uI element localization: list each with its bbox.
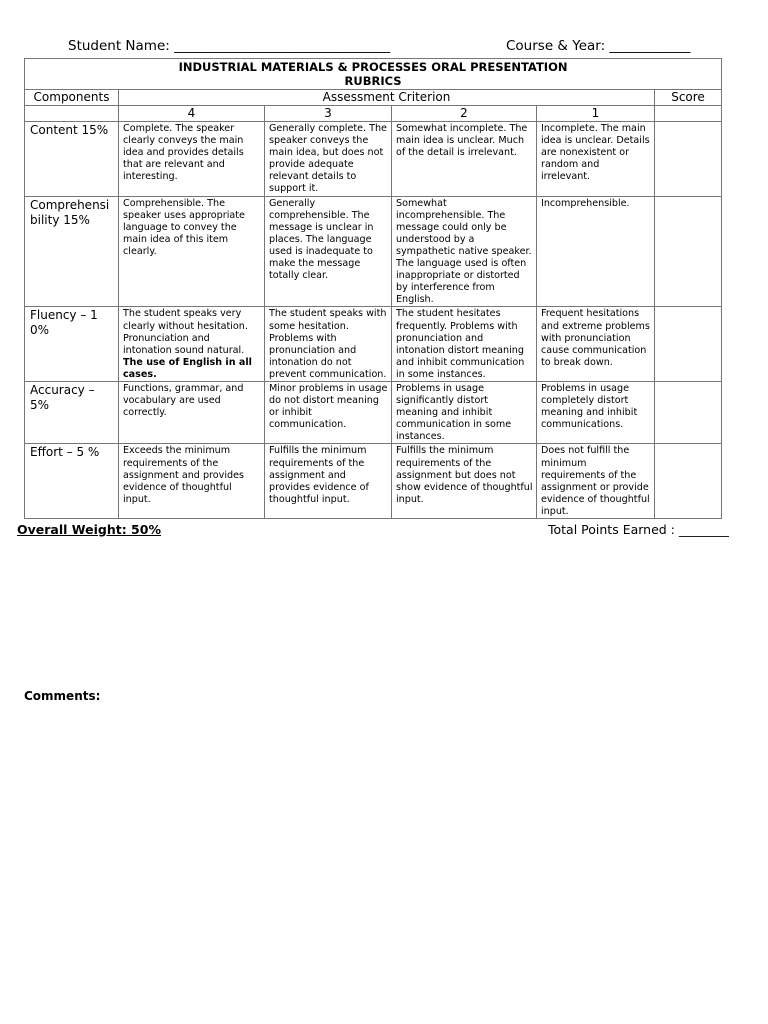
criterion-cell-3: Generally complete. The speaker conveys the main idea, but does not provide adequate relevant details to support it. — [265, 122, 392, 197]
rubric-title-row — [25, 59, 722, 90]
levels-score-blank-cell — [655, 106, 722, 122]
table-row — [25, 196, 722, 307]
component-cell: Fluency – 10% — [25, 307, 119, 382]
table-row — [25, 444, 722, 519]
component-cell: Accuracy – 5% — [25, 381, 119, 443]
criterion-cell-2: The student hesitates frequently. Problems with pronunciation and intonation distort meaning and inhibit communication in some instances. — [392, 307, 537, 382]
course-year-field[interactable]: Course & Year: ____________ — [506, 38, 691, 54]
criterion-cell-4: Exceeds the minimum requirements of the assignment and provides evidence of thoughtful input. — [119, 444, 265, 519]
levels-row — [25, 106, 722, 122]
score-cell[interactable] — [655, 122, 722, 197]
criterion-cell-4: Complete. The speaker clearly conveys the main idea and provides details that are relevant and interesting. — [119, 122, 265, 197]
score-header: Score — [655, 90, 722, 106]
components-header: Components — [25, 90, 119, 106]
level-2-header: 2 — [392, 106, 537, 122]
criterion-cell-1: Incomplete. The main idea is unclear. Details are nonexistent or random and irrelevant. — [537, 122, 655, 197]
table-row — [25, 381, 722, 443]
component-cell: Effort – 5 % — [25, 444, 119, 519]
table-row — [25, 122, 722, 197]
total-points-field[interactable]: Total Points Earned : ________ — [548, 522, 729, 537]
criterion-cell-2: Fulfills the minimum requirements of the assignment but does not show evidence of thoughtful input. — [392, 444, 537, 519]
criterion-cell-3: Generally comprehensible. The message is unclear in places. The language used is inadequate to make the message totally clear. — [265, 196, 392, 307]
criterion-cell-1: Does not fulfill the minimum requirements of the assignment or provide evidence of thoughtful input. — [537, 444, 655, 519]
overall-weight: Overall Weight: 50% — [17, 522, 161, 537]
criterion-cell-4: Comprehensible. The speaker uses appropriate language to convey the main idea of this item clearly. — [119, 196, 265, 307]
criterion-cell-2: Somewhat incomplete. The main idea is unclear. Much of the detail is irrelevant. — [392, 122, 537, 197]
rubric-title: INDUSTRIAL MATERIALS & PROCESSES ORAL PRESENTATION RUBRICS — [25, 59, 722, 90]
levels-blank-cell — [25, 106, 119, 122]
criterion-header: Assessment Criterion — [119, 90, 655, 106]
component-cell: Content 15% — [25, 122, 119, 197]
score-cell[interactable] — [655, 196, 722, 307]
criterion-bold-text: The use of English in all cases. — [123, 356, 252, 380]
score-cell[interactable] — [655, 381, 722, 443]
criterion-cell-4 — [119, 307, 265, 382]
level-3-header: 3 — [265, 106, 392, 122]
criterion-cell-1: Problems in usage completely distort meaning and inhibit communications. — [537, 381, 655, 443]
criterion-cell-3: Fulfills the minimum requirements of the assignment and provides evidence of thoughtful input. — [265, 444, 392, 519]
criterion-cell-2: Somewhat incomprehensible. The message could only be understood by a sympathetic native speaker. The language used is often inappropriate or distorted by interference from English. — [392, 196, 537, 307]
component-cell: Comprehensibility 15% — [25, 196, 119, 307]
rubric-table — [24, 58, 722, 519]
score-cell[interactable] — [655, 444, 722, 519]
student-name-field[interactable]: Student Name: ________________________________ — [68, 38, 391, 54]
header-row — [25, 90, 722, 106]
score-cell[interactable] — [655, 307, 722, 382]
criterion-cell-3: Minor problems in usage do not distort meaning or inhibit communication. — [265, 381, 392, 443]
criterion-text: The student speaks very clearly without hesitation. Pronunciation and intonation sound natural. — [123, 308, 248, 356]
criterion-cell-1: Frequent hesitations and extreme problems with pronunciation cause communication to break down. — [537, 307, 655, 382]
comments-label: Comments: — [24, 689, 101, 703]
criterion-cell-4: Functions, grammar, and vocabulary are used correctly. — [119, 381, 265, 443]
criterion-cell-1: Incomprehensible. — [537, 196, 655, 307]
table-row — [25, 307, 722, 382]
student-info-header — [0, 38, 768, 58]
level-1-header: 1 — [537, 106, 655, 122]
criterion-cell-3: The student speaks with some hesitation. Problems with pronunciation and intonation do not prevent communication. — [265, 307, 392, 382]
level-4-header: 4 — [119, 106, 265, 122]
criterion-cell-2: Problems in usage significantly distort meaning and inhibit communication in some instances. — [392, 381, 537, 443]
